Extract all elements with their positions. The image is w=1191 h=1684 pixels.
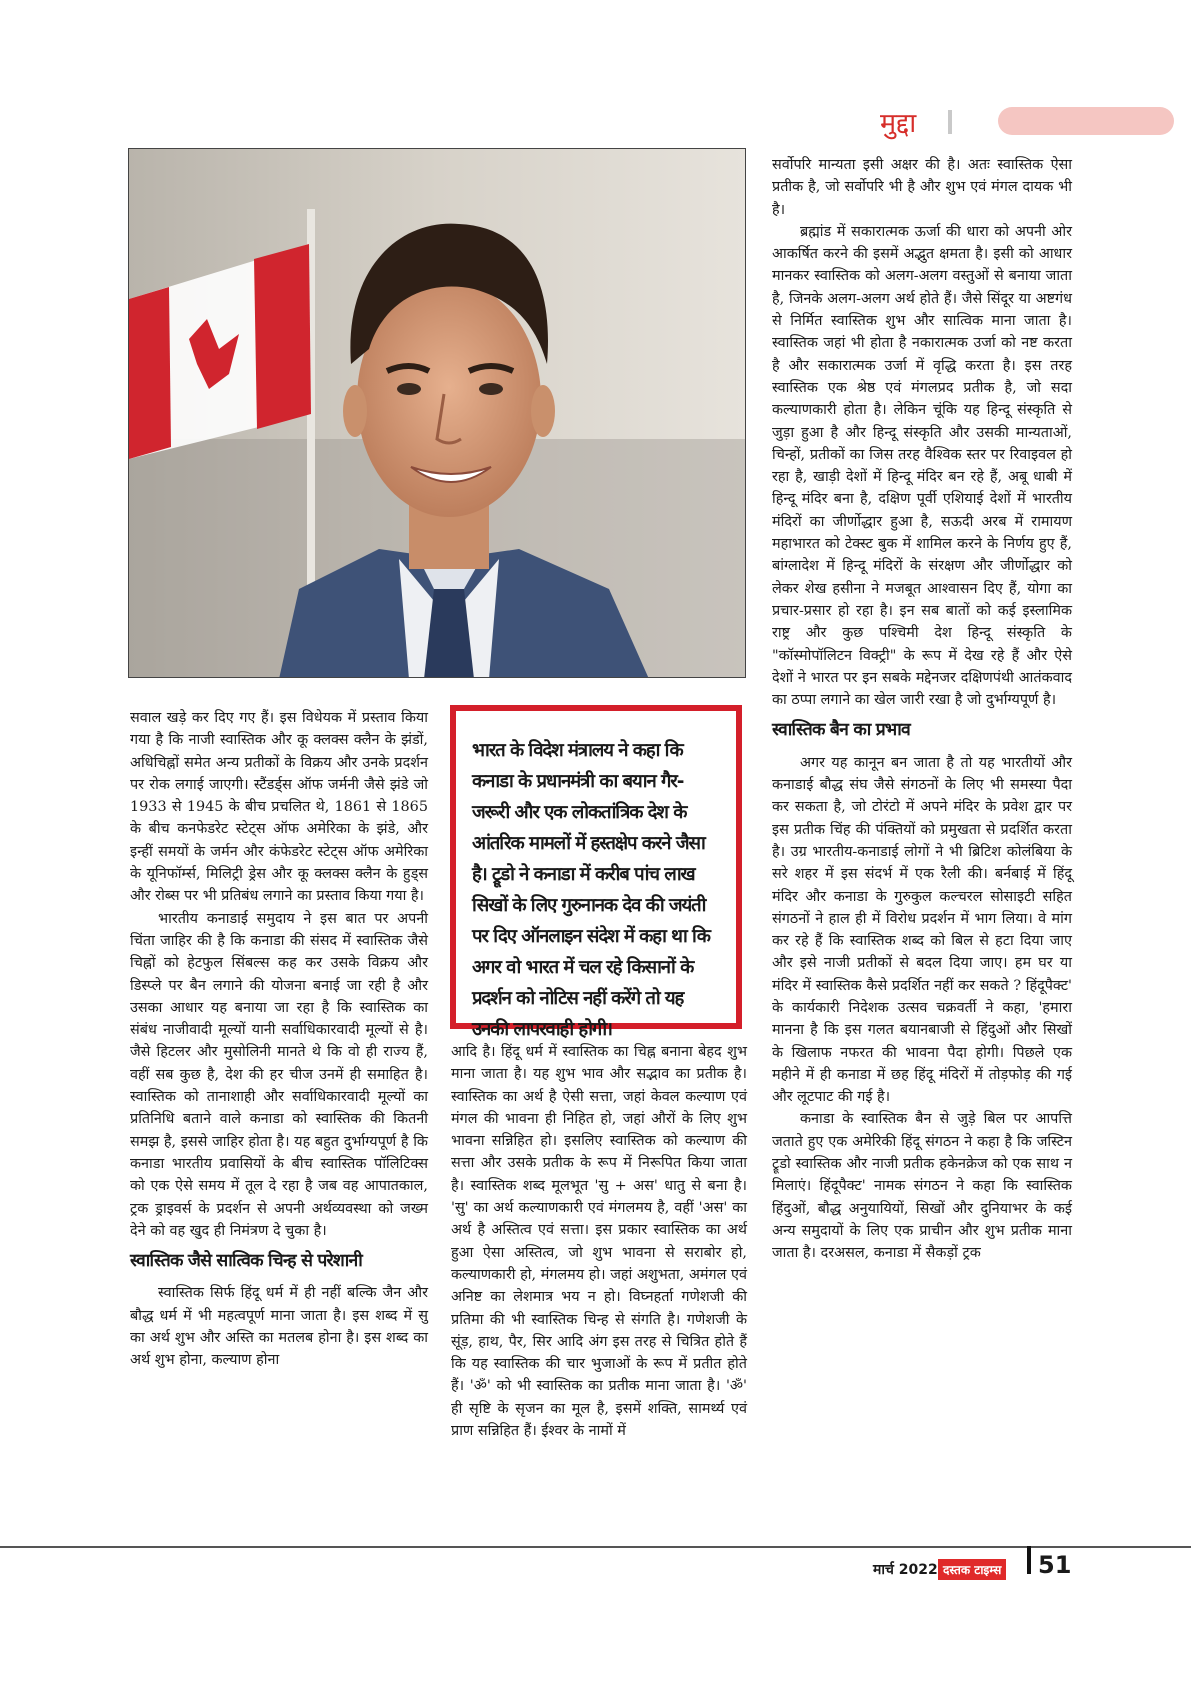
article-column-2 [451,1041,747,1442]
footer-rule [0,1546,1191,1548]
article-column-3 [772,154,1072,1265]
footer-issue-date: मार्च 2022 [873,1562,938,1578]
subheading: स्वास्तिक जैसे सात्विक चिन्ह से परेशानी [130,1251,362,1272]
header-divider [948,110,952,134]
pull-quote-box [450,705,742,1040]
paragraph: कनाडा के स्वास्तिक बैन से जुड़े बिल पर आपत्ति जताते हुए एक अमेरिकी हिंदू संगठन ने कहा है कि जस्टिन ट्रूडो स्वास्तिक और नाजी प्रतीक हकेनक्रेज को एक साथ न मिलाएं। हिंदूपैक्ट' नामक संगठन ने कहा कि स्वास्तिक हिंदुओं, बौद्ध अनुयायियों, सिखों और दुनियाभर के कई अन्य समुदायों के लिए एक प्राचीन और शुभ प्रतीक माना जाता है। दरअसल, कनाडा में सैकड़ों ट्रक [772,1111,1072,1262]
subheading: स्वास्तिक बैन का प्रभाव [772,720,910,741]
page-number: 51 [1038,1551,1072,1579]
paragraph: स्वास्तिक सिर्फ हिंदू धर्म में ही नहीं बल्कि जैन और बौद्ध धर्म में भी महत्वपूर्ण माना जाता है। इस शब्द में सु का अर्थ शुभ और अस्ति का मतलब होना है। इस शब्द का अर्थ शुभ होना, कल्याण होना [130,1285,428,1369]
footer-separator [1027,1546,1031,1574]
paragraph: सर्वोपरि मान्यता इसी अक्षर की है। अतः स्वास्तिक ऐसा प्रतीक है, जो सर्वोपरि भी है और शुभ एवं मंगल दायक भी है। [772,157,1072,218]
paragraph: आदि है। हिंदू धर्म में स्वास्तिक का चिह्न बनाना बेहद शुभ माना जाता है। यह शुभ भाव और सद्भाव का प्रतीक है। स्वास्तिक का अर्थ है ऐसी सत्ता, जहां केवल कल्याण एवं मंगल की भावना ही निहित हो, जहां औरों के लिए शुभ भावना सन्निहित हो। इसलिए स्वास्तिक को कल्याण की सत्ता और उसके प्रतीक के रूप में निरूपित किया जाता है। स्वास्तिक शब्द मूलभूत 'सु + अस' धातु से बना है। 'सु' का अर्थ कल्याणकारी एवं मंगलमय है, वहीं 'अस' का अर्थ है अस्तित्व एवं सत्ता। इस प्रकार स्वास्तिक का अर्थ हुआ ऐसा अस्तित्व, जो शुभ भावना से सराबोर हो, कल्याणकारी हो, मंगलमय हो। जहां अशुभता, अमंगल एवं अनिष्ट का लेशमात्र भय न हो। विघ्नहर्ता गणेशजी की प्रतिमा की भी स्वास्तिक चिन्ह से संगति है। गणेशजी के सूंड़, हाथ, पैर, सिर आदि अंग इस तरह से चित्रित होते हैं कि यह स्वास्तिक की चार भुजाओं के रूप में प्रतीत होते हैं। 'ॐ' को भी स्वास्तिक का प्रतीक माना जाता है। 'ॐ' ही सृष्टि के सृजन का मूल है, इसमें शक्ति, सामर्थ्य एवं प्राण सन्निहित हैं। ईश्वर के नामों में [451,1044,747,1440]
paragraph: भारतीय कनाडाई समुदाय ने इस बात पर अपनी चिंता जाहिर की है कि कनाडा की संसद में स्वास्तिक जैसे चिह्नों को हेटफुल सिंबल्स कह कर उसके विक्रय और डिस्प्ले पर बैन लगाने की योजना बनाई जा रही है और उसका आधार यह बनाया जा रहा है कि स्वास्तिक का संबंध नाजीवादी मूल्यों यानी सर्वाधिकारवादी मूल्यों से है। जैसे हिटलर और मुसोलिनी मानते थे कि वो ही राज्य हैं, वहीं सब कुछ है, देश की हर चीज उनमें ही समाहित है। स्वास्तिक को तानाशाही और सर्वाधिकारवादी मूल्यों का प्रतिनिधि बताने वाले कनाडा को स्वास्तिक की कितनी समझ है, इससे जाहिर होता है। यह बहुत दुर्भाग्यपूर्ण है कि कनाडा भारतीय प्रवासियों के बीच स्वास्तिक पॉलिटिक्स को एक ऐसे समय में तूल दे रहा है जब वह आपातकाल, ट्रक ड्राइवर्स के प्रदर्शन से अपनी अर्थव्यवस्था को जख्म देने को वह खुद ही निमंत्रण दे चुका है। [130,910,428,1239]
pull-quote-text: भारत के विदेश मंत्रालय ने कहा कि कनाडा के प्रधानमंत्री का बयान गैर-जरूरी और एक लोकतांत्रिक देश के आंतरिक मामलों में हस्तक्षेप करने जैसा है। ट्रूडो ने कनाडा में करीब पांच लाख सिखों के लिए गुरुनानक देव की जयंती पर दिए ऑनलाइन संदेश में कहा था कि अगर वो भारत में चल रहे किसानों के प्रदर्शन को नोटिस नहीं करेंगे तो यह उनकी लापरवाही होगी। [472,740,710,1040]
portrait-illustration [129,149,746,678]
article-column-1 [130,707,428,1372]
paragraph: अगर यह कानून बन जाता है तो यह भारतीयों और कनाडाई बौद्ध संघ जैसे संगठनों के लिए भी समस्या पैदा कर सकता है, जो टोरंटो में अपने मंदिर के प्रवेश द्वार पर इस प्रतीक चिंह की पंक्तियों को प्रमुखता से प्रदर्शित करता है। उग्र भारतीय-कनाडाई लोगों ने भी ब्रिटिश कोलंबिया के सरे शहर में इस संदर्भ में एक रैली की। बर्नबाई में हिंदू मंदिर और कनाडा के गुरुकुल कल्चरल सोसाइटी सहित संगठनों ने हाल ही में विरोध प्रदर्शन में भाग लिया। वे मांग कर रहे हैं कि स्वास्तिक शब्द को बिल से हटा दिया जाए और इसे नाजी प्रतीकों से बदल दिया जाए। हम घर या मंदिर में स्वास्तिक कैसे प्रदर्शित नहीं कर सकते ? हिंदूपैक्ट' के कार्यकारी निदेशक उत्सव चक्रवर्ती ने कहा, 'हमारा मानना है कि इस गलत बयानबाजी से हिंदुओं और सिखों के खिलाफ नफरत की भावना पैदा होगी। पिछले एक महीने में ही कनाडा में छह हिंदू मंदिरों में तोड़फोड़ की गई और लूटपाट की गई है। [772,754,1072,1106]
paragraph: सवाल खड़े कर दिए गए हैं। इस विधेयक में प्रस्ताव किया गया है कि नाजी स्वास्तिक और कू क्लक्स क्लैन के झंडों, अधिचिह्नों समेत अन्य प्रतीकों के विक्रय और उनके प्रदर्शन पर रोक लगाई जाएगी। स्टैंडर्ड्स ऑफ जर्मनी जैसे झंडे जो 1933 से 1945 के बीच प्रचलित थे, 1861 से 1865 के बीच कनफेडरेट स्टेट्स ऑफ अमेरिका के झंडे, और इन्हीं समयों के जर्मन और कंफेडरेट स्टेट्स ऑफ अमेरिका के यूनिफॉर्म्स, मिलिट्री ड्रेस और कू क्लक्स क्लैन के हुड्स और रोब्स पर भी प्रतिबंध लगाने का प्रस्ताव किया गया है। [130,710,428,905]
paragraph: ब्रह्मांड में सकारात्मक ऊर्जा की धारा को अपनी ओर आकर्षित करने की इसमें अद्भुत क्षमता है। इसी को आधार मानकर स्वास्तिक को अलग-अलग वस्तुओं से बनाया जाता है, जिनके अलग-अलग अर्थ होते हैं। जैसे सिंदूर या अष्टगंध से निर्मित स्वास्तिक शुभ और सात्विक माना जाता है। स्वास्तिक जहां भी होता है नकारात्मक उर्जा को नष्ट करता है और सकारात्मक उर्जा में वृद्धि करता है। इस तरह स्वास्तिक एक श्रेष्ठ एवं मंगलप्रद प्रतीक है, जो सदा कल्याणकारी होता है। लेकिन चूंकि यह हिन्दू संस्कृति से जुड़ा हुआ है और हिन्दू संस्कृति और उसकी मान्यताओं, चिन्हों, प्रतीकों का जिस तरह वैश्विक स्तर पर रिवाइवल हो रहा है, खाड़ी देशों में हिन्दू मंदिर बन रहे हैं, अबू धाबी में हिन्दू मंदिर बना है, दक्षिण पूर्वी एशियाई देशों में भारतीय मंदिरों का जीर्णोद्धार हुआ है, सऊदी अरब में रामायण महाभारत को टेक्स्ट बुक में शामिल करने के निर्णय हुए हैं, बांग्लादेश में हिन्दू मंदिरों के संरक्षण और जीर्णोद्धार को लेकर शेख हसीना ने मजबूत आश्वासन दिए हैं, योगा का प्रचार-प्रसार हो रहा है। इन सब बातों को कई इस्लामिक राष्ट्र और कुछ पश्चिमी देश हिन्दू संस्कृति के "कॉस्मोपॉलिटन विक्ट्री" के रूप में देख रहे हैं और ऐसे देशों ने भारत पर इन सबके मद्देनजर दक्षिणपंथी आतंकवाद का ठप्पा लगाने का खेल जारी रखा है जो दुर्भाग्यपूर्ण है। [772,223,1072,709]
header-decoration [998,107,1174,135]
section-label: मुद्दा [880,108,917,139]
lead-photo [128,148,746,678]
footer-magazine-name: दस्तक टाइम्स [938,1559,1006,1580]
